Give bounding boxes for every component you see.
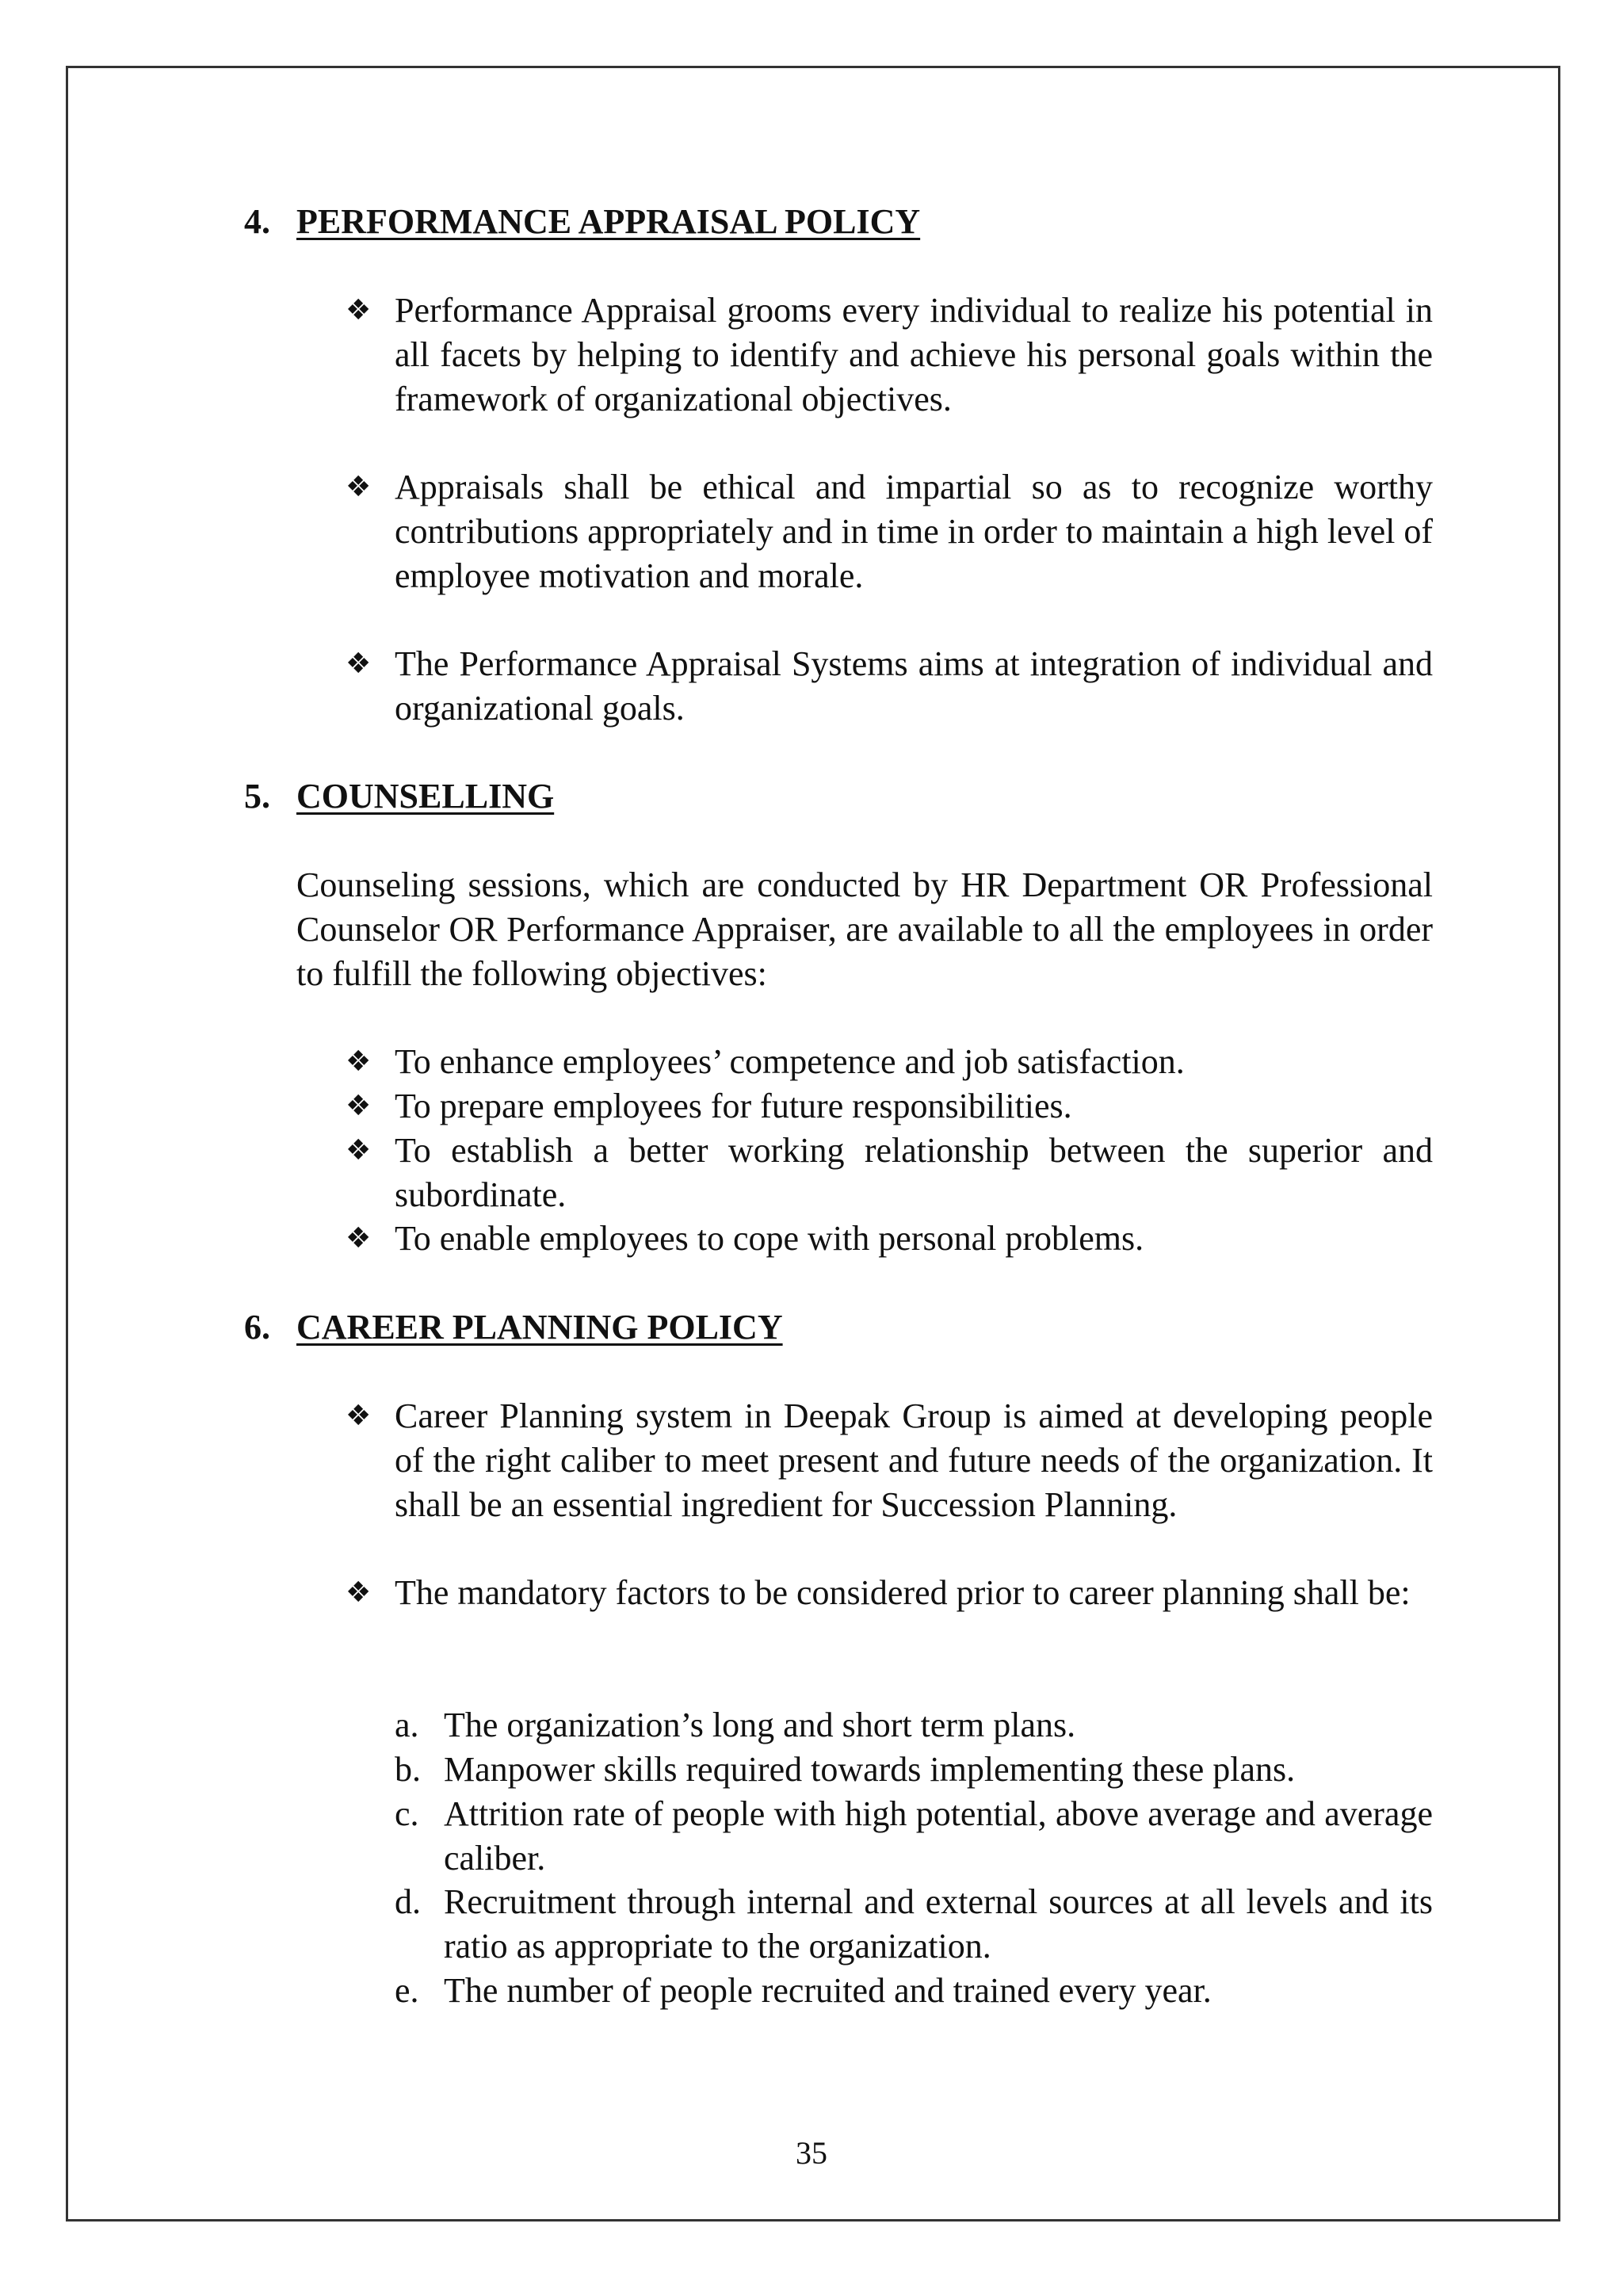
section-title: CAREER PLANNING POLICY — [296, 1308, 783, 1347]
factor-letter: c. — [395, 1794, 419, 1833]
section-heading-career-planning — [244, 1305, 783, 1350]
factor-text: The organization’s long and short term plans. — [444, 1706, 1076, 1744]
diamond-bullet-icon: ❖ — [346, 1576, 372, 1609]
diamond-bullet-icon: ❖ — [346, 1045, 372, 1078]
factor-text: The number of people recruited and trained every year. — [444, 1971, 1212, 2010]
section-title: PERFORMANCE APPRAISAL POLICY — [296, 202, 921, 241]
section-number: 6. — [244, 1308, 270, 1347]
list-item — [346, 642, 1433, 731]
list-item — [346, 465, 1433, 598]
factor-item — [395, 1748, 1433, 1792]
factor-letter: b. — [395, 1750, 421, 1789]
factor-item — [395, 1792, 1433, 1881]
list-item — [346, 288, 1433, 422]
factor-item — [395, 1703, 1433, 1748]
factor-letter: e. — [395, 1971, 419, 2010]
list-item — [346, 1571, 1433, 1615]
list-item — [346, 1394, 1433, 1527]
counselling-intro-paragraph: Counseling sessions, which are conducted by HR Department OR Professional Counselor OR Performance Appraiser, are available to all the employees in order to fulfill the following objectives: — [296, 865, 1433, 993]
list-item-text: Performance Appraisal grooms every individual to realize his potential in all facets by helping to identify and achieve his personal goals within the framework of organizational objectives. — [395, 291, 1433, 418]
section-number: 4. — [244, 202, 270, 241]
list-item — [346, 1084, 1433, 1129]
list-item-text: The mandatory factors to be considered prior to career planning shall be: — [395, 1573, 1411, 1612]
section-heading-performance-appraisal — [244, 200, 920, 244]
section-title: COUNSELLING — [296, 777, 555, 816]
factor-text: Manpower skills required towards implementing these plans. — [444, 1750, 1296, 1789]
diamond-bullet-icon: ❖ — [346, 294, 372, 327]
list-item-text: Career Planning system in Deepak Group is aimed at developing people of the right caliber to meet present and future needs of the organization. It shall be an essential ingredient for Succession Planning. — [395, 1396, 1433, 1524]
diamond-bullet-icon: ❖ — [346, 1222, 372, 1255]
list-item-text: The Performance Appraisal Systems aims at integration of individual and organizational goals. — [395, 644, 1433, 728]
factor-letter: d. — [395, 1882, 421, 1921]
list-item — [346, 1217, 1433, 1261]
factor-item — [395, 1880, 1433, 1969]
diamond-bullet-icon: ❖ — [346, 1134, 372, 1167]
list-item — [346, 1129, 1433, 1217]
list-item-text: To establish a better working relationship between the superior and subordinate. — [395, 1131, 1433, 1214]
diamond-bullet-icon: ❖ — [346, 1400, 372, 1432]
diamond-bullet-icon: ❖ — [346, 1090, 372, 1122]
factor-item — [395, 1969, 1433, 2013]
diamond-bullet-icon: ❖ — [346, 648, 372, 680]
page-number: 35 — [796, 2135, 827, 2171]
diamond-bullet-icon: ❖ — [346, 471, 372, 503]
list-item-text: To enhance employees’ competence and job satisfaction. — [395, 1042, 1185, 1081]
factor-text: Recruitment through internal and external sources at all levels and its ratio as appropriate to the organization. — [444, 1882, 1433, 1966]
list-item-text: Appraisals shall be ethical and impartial so as to recognize worthy contributions appropriately and in time in order to maintain a high level of employee motivation and morale. — [395, 468, 1433, 595]
list-item-text: To prepare employees for future responsibilities. — [395, 1087, 1072, 1125]
factor-text: Attrition rate of people with high potential, above average and average caliber. — [444, 1794, 1433, 1878]
factor-letter: a. — [395, 1706, 419, 1744]
section-heading-counselling — [244, 774, 554, 819]
list-item-text: To enable employees to cope with personal problems. — [395, 1219, 1144, 1258]
list-item — [346, 1040, 1433, 1084]
section-number: 5. — [244, 777, 270, 816]
